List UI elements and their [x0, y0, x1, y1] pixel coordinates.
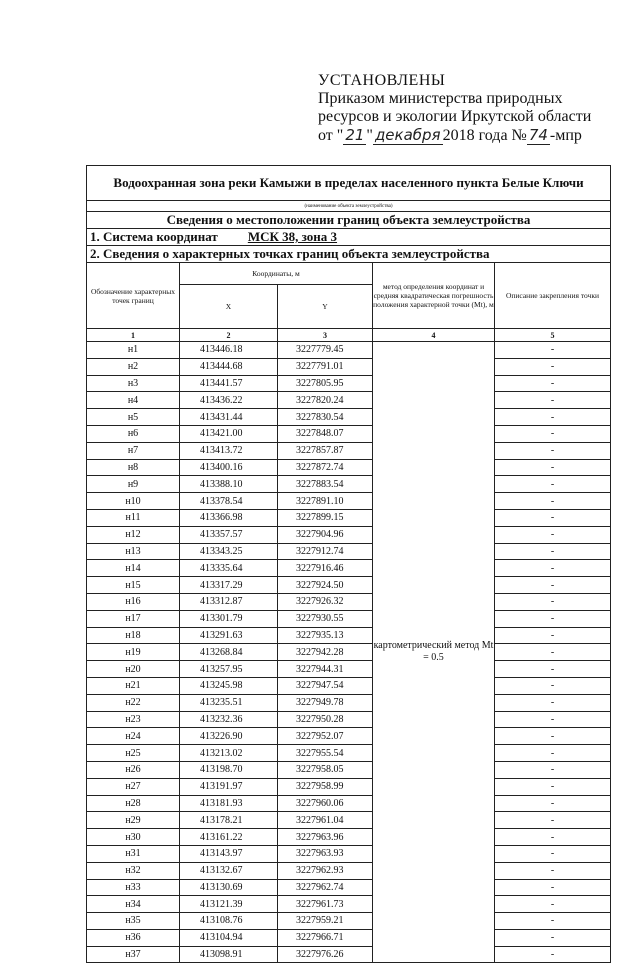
y-coordinate: 3227947.54: [278, 677, 373, 694]
col-number-5: 5: [495, 329, 611, 342]
table-row: [87, 711, 611, 728]
approval-block: [318, 72, 628, 145]
handwritten-day: 21: [345, 126, 365, 144]
point-id: н8: [87, 459, 180, 476]
handwritten-month: декабря: [374, 126, 441, 144]
y-coordinate: 3227791.01: [278, 358, 373, 375]
y-coordinate: 3227779.45: [278, 342, 373, 359]
point-id: н23: [87, 711, 180, 728]
col-header-y: Y: [278, 285, 373, 329]
table-row: [87, 392, 611, 409]
point-id: н19: [87, 644, 180, 661]
y-coordinate: 3227959.21: [278, 913, 373, 930]
x-coordinate: 413301.79: [180, 610, 278, 627]
description-value: -: [495, 661, 611, 678]
y-coordinate: 3227961.04: [278, 812, 373, 829]
y-coordinate: 3227955.54: [278, 745, 373, 762]
y-coordinate: 3227935.13: [278, 627, 373, 644]
x-coordinate: 413178.21: [180, 812, 278, 829]
x-coordinate: 413132.67: [180, 862, 278, 879]
table-row: [87, 375, 611, 392]
point-id: н7: [87, 442, 180, 459]
x-coordinate: 413121.39: [180, 896, 278, 913]
x-coordinate: 413446.18: [180, 342, 278, 359]
y-coordinate: 3227891.10: [278, 493, 373, 510]
table-row: [87, 593, 611, 610]
table-row: [87, 425, 611, 442]
description-value: -: [495, 711, 611, 728]
table-row: [87, 845, 611, 862]
col-header-point: Обозначение характерных точек границ: [87, 263, 180, 329]
y-coordinate: 3227976.26: [278, 946, 373, 963]
y-coordinate: 3227952.07: [278, 728, 373, 745]
point-id: н2: [87, 358, 180, 375]
approval-line-3: ресурсов и экологии Иркутской области: [318, 108, 592, 125]
coord-system-label: 1. Система координат: [90, 229, 218, 244]
table-row: [87, 913, 611, 930]
col-header-x: X: [180, 285, 278, 329]
description-value: -: [495, 795, 611, 812]
point-id: н33: [87, 879, 180, 896]
table-row: [87, 476, 611, 493]
y-coordinate: 3227958.99: [278, 778, 373, 795]
description-value: -: [495, 577, 611, 594]
description-value: -: [495, 913, 611, 930]
point-id: н26: [87, 761, 180, 778]
x-coordinate: 413378.54: [180, 493, 278, 510]
x-coordinate: 413198.70: [180, 761, 278, 778]
point-id: н18: [87, 627, 180, 644]
y-coordinate: 3227872.74: [278, 459, 373, 476]
table-row: [87, 694, 611, 711]
date-mid: ": [366, 127, 373, 144]
table-row: [87, 862, 611, 879]
description-value: -: [495, 392, 611, 409]
x-coordinate: 413098.91: [180, 946, 278, 963]
x-coordinate: 413268.84: [180, 644, 278, 661]
point-id: н21: [87, 677, 180, 694]
x-coordinate: 413108.76: [180, 913, 278, 930]
x-coordinate: 413161.22: [180, 829, 278, 846]
point-id: н36: [87, 929, 180, 946]
x-coordinate: 413366.98: [180, 509, 278, 526]
description-value: -: [495, 829, 611, 846]
x-coordinate: 413257.95: [180, 661, 278, 678]
y-coordinate: 3227848.07: [278, 425, 373, 442]
point-id: н1: [87, 342, 180, 359]
point-id: н6: [87, 425, 180, 442]
table-row: [87, 677, 611, 694]
point-id: н25: [87, 745, 180, 762]
x-coordinate: 413143.97: [180, 845, 278, 862]
point-id: н35: [87, 913, 180, 930]
point-id: н13: [87, 543, 180, 560]
y-coordinate: 3227899.15: [278, 509, 373, 526]
description-value: -: [495, 593, 611, 610]
point-id: н16: [87, 593, 180, 610]
point-id: н27: [87, 778, 180, 795]
x-coordinate: 413436.22: [180, 392, 278, 409]
table-row: [87, 929, 611, 946]
x-coordinate: 413213.02: [180, 745, 278, 762]
y-coordinate: 3227916.46: [278, 560, 373, 577]
description-value: -: [495, 442, 611, 459]
point-id: н5: [87, 409, 180, 426]
table-row: [87, 627, 611, 644]
col-number-4: 4: [373, 329, 495, 342]
description-value: -: [495, 476, 611, 493]
title-hint: (наименование объекта землеустройства): [87, 201, 611, 212]
description-value: -: [495, 425, 611, 442]
y-coordinate: 3227805.95: [278, 375, 373, 392]
description-value: -: [495, 745, 611, 762]
point-id: н31: [87, 845, 180, 862]
description-value: -: [495, 862, 611, 879]
y-coordinate: 3227966.71: [278, 929, 373, 946]
x-coordinate: 413388.10: [180, 476, 278, 493]
col-number-2: 2: [180, 329, 278, 342]
table-row: [87, 812, 611, 829]
description-value: -: [495, 644, 611, 661]
description-value: -: [495, 929, 611, 946]
table-row: [87, 644, 611, 661]
table-row: [87, 543, 611, 560]
description-value: -: [495, 896, 611, 913]
section-title: Сведения о местоположении границ объекта землеустройства: [87, 212, 611, 229]
point-id: н34: [87, 896, 180, 913]
table-row: [87, 409, 611, 426]
table-row: [87, 509, 611, 526]
point-id: н11: [87, 509, 180, 526]
y-coordinate: 3227963.93: [278, 845, 373, 862]
description-value: -: [495, 946, 611, 963]
table-row: [87, 879, 611, 896]
description-value: -: [495, 812, 611, 829]
description-value: -: [495, 342, 611, 359]
point-id: н20: [87, 661, 180, 678]
description-value: -: [495, 526, 611, 543]
table-row: [87, 610, 611, 627]
table-row: [87, 745, 611, 762]
x-coordinate: 413317.29: [180, 577, 278, 594]
x-coordinate: 413343.25: [180, 543, 278, 560]
table-row: [87, 442, 611, 459]
point-id: н17: [87, 610, 180, 627]
y-coordinate: 3227950.28: [278, 711, 373, 728]
description-value: -: [495, 560, 611, 577]
x-coordinate: 413245.98: [180, 677, 278, 694]
y-coordinate: 3227912.74: [278, 543, 373, 560]
coord-system-value: МСК 38, зона 3: [247, 229, 338, 244]
y-coordinate: 3227962.93: [278, 862, 373, 879]
order-suffix: -мпр: [549, 127, 582, 144]
col-number-3: 3: [278, 329, 373, 342]
x-coordinate: 413413.72: [180, 442, 278, 459]
table-row: [87, 358, 611, 375]
description-value: -: [495, 610, 611, 627]
point-id: н10: [87, 493, 180, 510]
x-coordinate: 413444.68: [180, 358, 278, 375]
x-coordinate: 413400.16: [180, 459, 278, 476]
y-coordinate: 3227857.87: [278, 442, 373, 459]
x-coordinate: 413335.64: [180, 560, 278, 577]
y-coordinate: 3227961.73: [278, 896, 373, 913]
approval-heading: УСТАНОВЛЕНЫ: [318, 72, 446, 89]
x-coordinate: 413431.44: [180, 409, 278, 426]
table-row: [87, 459, 611, 476]
approval-line-2: Приказом министерства природных: [318, 90, 563, 107]
table-row: [87, 795, 611, 812]
description-value: -: [495, 459, 611, 476]
description-value: -: [495, 879, 611, 896]
y-coordinate: 3227949.78: [278, 694, 373, 711]
coord-system-row: [87, 229, 611, 246]
y-coordinate: 3227930.55: [278, 610, 373, 627]
y-coordinate: 3227963.96: [278, 829, 373, 846]
table-row: [87, 728, 611, 745]
point-id: н14: [87, 560, 180, 577]
y-coordinate: 3227924.50: [278, 577, 373, 594]
point-id: н15: [87, 577, 180, 594]
point-id: н4: [87, 392, 180, 409]
point-id: н37: [87, 946, 180, 963]
table-row: [87, 560, 611, 577]
table-row: [87, 829, 611, 846]
y-coordinate: 3227944.31: [278, 661, 373, 678]
description-value: -: [495, 409, 611, 426]
col-header-method: метод определения координат и средняя квадратическая погрешность положения характерной точки (Мt), м: [373, 263, 495, 329]
point-id: н28: [87, 795, 180, 812]
description-value: -: [495, 509, 611, 526]
y-coordinate: 3227962.74: [278, 879, 373, 896]
handwritten-number: 74: [528, 126, 548, 144]
table-row: [87, 896, 611, 913]
y-coordinate: 3227820.24: [278, 392, 373, 409]
x-coordinate: 413312.87: [180, 593, 278, 610]
table-row: [87, 493, 611, 510]
document-title: Водоохранная зона реки Камыжи в пределах населенного пункта Белые Ключи: [87, 166, 611, 201]
description-value: -: [495, 845, 611, 862]
x-coordinate: 413441.57: [180, 375, 278, 392]
point-id: н32: [87, 862, 180, 879]
description-value: -: [495, 627, 611, 644]
point-id: н30: [87, 829, 180, 846]
description-value: -: [495, 358, 611, 375]
table-row: [87, 761, 611, 778]
table-row: [87, 577, 611, 594]
points-header: 2. Сведения о характерных точках границ объекта землеустройства: [87, 246, 611, 263]
table-row: [87, 526, 611, 543]
description-value: -: [495, 543, 611, 560]
y-coordinate: 3227942.28: [278, 644, 373, 661]
description-value: -: [495, 677, 611, 694]
table-row: [87, 661, 611, 678]
method-value: картометрический метод Mt = 0.5: [373, 342, 495, 963]
description-value: -: [495, 778, 611, 795]
col-number-1: 1: [87, 329, 180, 342]
table-row: [87, 778, 611, 795]
description-value: -: [495, 493, 611, 510]
x-coordinate: 413181.93: [180, 795, 278, 812]
y-coordinate: 3227926.32: [278, 593, 373, 610]
date-prefix: от ": [318, 127, 344, 144]
col-header-description: Описание закрепления точки: [495, 263, 611, 329]
y-coordinate: 3227960.06: [278, 795, 373, 812]
description-value: -: [495, 728, 611, 745]
x-coordinate: 413421.00: [180, 425, 278, 442]
point-id: н24: [87, 728, 180, 745]
y-coordinate: 3227830.54: [278, 409, 373, 426]
approval-date-line: [318, 126, 628, 145]
x-coordinate: 413130.69: [180, 879, 278, 896]
point-id: н12: [87, 526, 180, 543]
description-value: -: [495, 694, 611, 711]
x-coordinate: 413235.51: [180, 694, 278, 711]
x-coordinate: 413232.36: [180, 711, 278, 728]
x-coordinate: 413191.97: [180, 778, 278, 795]
table-row: [87, 342, 611, 359]
table-row: [87, 946, 611, 963]
x-coordinate: 413226.90: [180, 728, 278, 745]
y-coordinate: 3227904.96: [278, 526, 373, 543]
description-value: -: [495, 761, 611, 778]
x-coordinate: 413291.63: [180, 627, 278, 644]
boundary-points-table: [86, 165, 611, 963]
description-value: -: [495, 375, 611, 392]
year-text: 2018 года №: [442, 127, 527, 144]
y-coordinate: 3227883.54: [278, 476, 373, 493]
y-coordinate: 3227958.05: [278, 761, 373, 778]
col-header-coords: Координаты, м: [180, 263, 373, 285]
point-id: н9: [87, 476, 180, 493]
point-id: н29: [87, 812, 180, 829]
x-coordinate: 413104.94: [180, 929, 278, 946]
point-id: н22: [87, 694, 180, 711]
point-id: н3: [87, 375, 180, 392]
x-coordinate: 413357.57: [180, 526, 278, 543]
